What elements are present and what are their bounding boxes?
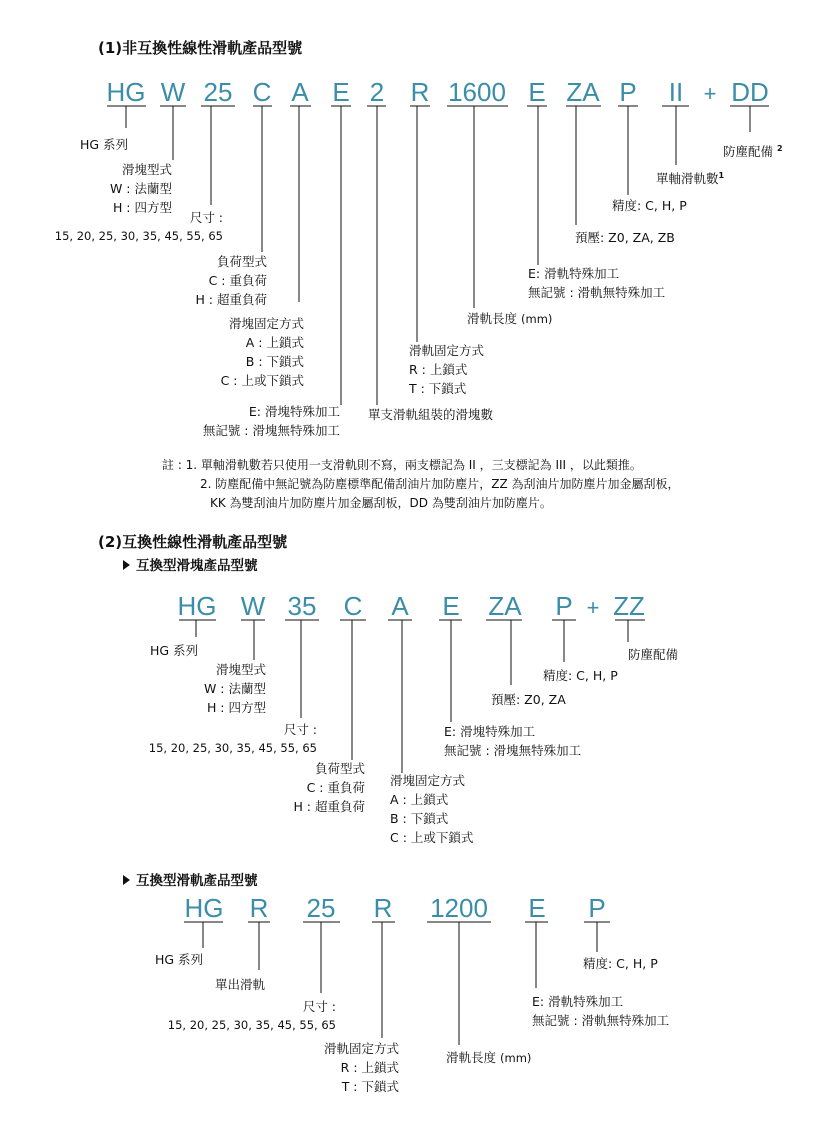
label-single-rail: 單出滑軌 — [215, 977, 266, 992]
label-hg-series: HG 系列 — [150, 643, 199, 658]
code-rails-per-axis: II — [668, 77, 684, 107]
label-hg-series: HG 系列 — [79, 137, 128, 152]
triangle-bullet-icon — [123, 875, 130, 885]
code-block-type: W — [240, 591, 266, 621]
section2-title: (2)互換性線性滑軌產品型號 — [98, 533, 288, 551]
note-2: 2. 防塵配備中無記號為防塵標準配備刮油片加防塵片，ZZ 為刮油片加防塵片加金屬刮板， — [200, 477, 680, 491]
code-size: 25 — [203, 77, 233, 107]
code-precision: P — [555, 591, 573, 621]
code-rail-special: E — [528, 77, 546, 107]
label-rail-mount: 滑軌固定方式 R : 上鎖式 T : 下鎖式 — [323, 1041, 399, 1094]
code-plus: + — [586, 595, 600, 620]
label-size: 尺寸 : 15, 20, 25, 30, 35, 45, 55, 65 — [167, 999, 336, 1032]
label-block-special: E: 滑塊特殊加工 無記號 : 滑塊無特殊加工 — [202, 404, 340, 438]
section1-title: (1)非互換性線性滑軌產品型號 — [98, 39, 303, 57]
code-plus: + — [703, 81, 717, 106]
code-dust: DD — [731, 77, 769, 107]
label-block-type: 滑塊型式 W : 法蘭型 H : 四方型 — [109, 162, 172, 215]
code-series: HG — [106, 77, 146, 107]
label-dust: 防塵配備 $^2$ — [723, 144, 783, 160]
label-rail-mount: 滑軌固定方式 R : 上鎖式 T : 下鎖式 — [409, 343, 485, 396]
rail-subtitle: 互換型滑軌產品型號 — [123, 869, 258, 889]
code-load: C — [252, 77, 272, 107]
code-block-mount: A — [291, 77, 309, 107]
code-size: 25 — [306, 893, 336, 923]
block-subtitle: 互換型滑塊產品型號 — [123, 554, 258, 574]
code-block-special: E — [442, 591, 460, 621]
label-rails-per-axis: 單軸滑軌數$^1$ — [656, 171, 725, 187]
code-series: HG — [177, 591, 217, 621]
label-block-mount: 滑塊固定方式 A : 上鎖式 B : 下鎖式 C : 上或下鎖式 — [390, 773, 474, 845]
label-load: 負荷型式 C : 重負荷 H : 超重負荷 — [293, 761, 365, 814]
code-rail-length: 1600 — [448, 77, 506, 107]
code-precision: P — [588, 893, 606, 923]
label-hg-series: HG 系列 — [155, 952, 204, 967]
label-rail-special: E: 滑軌特殊加工 無記號 : 滑軌無特殊加工 — [528, 266, 666, 300]
code-block-type: W — [160, 77, 186, 107]
label-block-special: E: 滑塊特殊加工 無記號 : 滑塊無特殊加工 — [444, 724, 582, 758]
code-preload: ZA — [566, 77, 600, 107]
label-size: 尺寸 : 15, 20, 25, 30, 35, 45, 55, 65 — [54, 210, 223, 243]
code-rail-type: R — [249, 893, 269, 923]
note-3: KK 為雙刮油片加防塵片加金屬刮板，DD 為雙刮油片加防塵片。 — [210, 496, 552, 510]
code-load: C — [343, 591, 363, 621]
triangle-bullet-icon — [123, 560, 130, 570]
label-rail-length: 滑軌長度 (mm) — [446, 1050, 532, 1065]
label-preload: 預壓: Z0, ZA, ZB — [575, 230, 675, 245]
note-1: 註 : 1. 單軸滑軌數若只使用一支滑軌則不寫，兩支標記為 II ，三支標記為 III ，以此類推。 — [162, 458, 642, 472]
code-rail-mount: R — [373, 893, 393, 923]
label-rail-length: 滑軌長度 (mm) — [467, 311, 553, 326]
code-preload: ZA — [488, 591, 522, 621]
code-series: HG — [184, 893, 224, 923]
code-block-special: E — [332, 77, 350, 107]
label-rail-special: E: 滑軌特殊加工 無記號 : 滑軌無特殊加工 — [532, 994, 670, 1028]
label-load: 負荷型式 C : 重負荷 H : 超重負荷 — [195, 254, 267, 307]
label-precision: 精度: C, H, P — [612, 198, 687, 213]
code-precision: P — [619, 77, 637, 107]
label-block-mount: 滑塊固定方式 A : 上鎖式 B : 下鎖式 C : 上或下鎖式 — [220, 316, 304, 388]
code-rail-mount: R — [410, 77, 430, 107]
label-preload: 預壓: Z0, ZA — [491, 692, 566, 707]
label-block-qty: 單支滑軌組裝的滑塊數 — [368, 407, 494, 422]
code-rail-length: 1200 — [430, 893, 488, 923]
code-qty: 2 — [369, 77, 385, 107]
code-size: 35 — [287, 591, 317, 621]
label-precision: 精度: C, H, P — [583, 956, 658, 971]
label-size: 尺寸 : 15, 20, 25, 30, 35, 45, 55, 65 — [148, 722, 317, 755]
label-dust: 防塵配備 — [628, 647, 679, 662]
label-block-type: 滑塊型式 W : 法蘭型 H : 四方型 — [203, 662, 266, 715]
code-block-mount: A — [391, 591, 409, 621]
code-dust: ZZ — [613, 591, 645, 621]
label-precision: 精度: C, H, P — [543, 668, 618, 683]
code-rail-special: E — [528, 893, 546, 923]
